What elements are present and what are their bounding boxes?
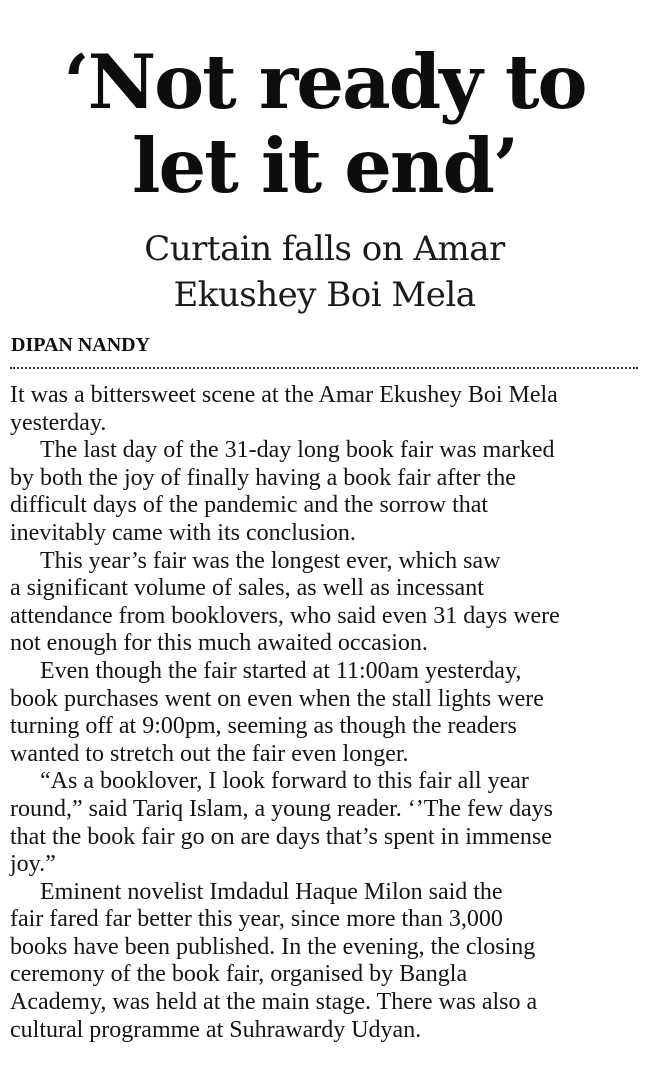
article-line: It was a bittersweet scene at the Amar Ekushey Boi Mela (10, 382, 558, 408)
byline: DIPAN NANDY (11, 334, 151, 356)
article-line: book purchases went on even when the stall lights were (10, 685, 544, 712)
article-line: joy.” (10, 851, 56, 878)
article-line: a significant volume of sales, as well as incessant (10, 575, 484, 602)
paragraph-first-line: This year’s fair was the longest ever, which saw (40, 547, 501, 574)
dotted-divider (10, 367, 638, 369)
article-line: wanted to stretch out the fair even longer. (10, 740, 409, 767)
article-line: that the book fair go on are days that’s spent in immense (10, 823, 552, 850)
article-body (10, 382, 640, 1044)
article-line: by both the joy of finally having a book fair after the (10, 464, 516, 491)
article-line: attendance from booklovers, who said even 31 days were (10, 602, 560, 629)
article-line: not enough for this much awaited occasion. (10, 630, 428, 657)
headline (0, 40, 649, 208)
article-line: books have been published. In the evening, the closing (10, 933, 536, 960)
article-line: cultural programme at Suhrawardy Udyan. (10, 1016, 422, 1043)
article-line: difficult days of the pandemic and the sorrow that (10, 492, 489, 519)
article-line: ceremony of the book fair, organised by Bangla (10, 961, 468, 988)
paragraph-first-line: Eminent novelist Imdadul Haque Milon said the (40, 878, 503, 905)
paragraph-first-line: Even though the fair started at 11:00am yesterday, (40, 657, 522, 684)
paragraph-first-line: The last day of the 31-day long book fair was marked (40, 437, 555, 464)
article-line: inevitably came with its conclusion. (10, 519, 356, 546)
subheadline (0, 226, 649, 318)
article-line: fair fared far better this year, since more than 3,000 (10, 906, 503, 933)
headline-line: let it end’ (131, 122, 517, 210)
headline-line: ‘Not ready to (63, 38, 586, 126)
article-line: yesterday. (10, 409, 107, 436)
article-line: round,” said Tariq Islam, a young reader. ‘’The few days (10, 795, 554, 822)
article-line: Academy, was held at the main stage. There was also a (10, 989, 538, 1016)
subheadline-line: Ekushey Boi Mela (173, 275, 476, 315)
subheadline-line: Curtain falls on Amar (144, 229, 505, 269)
article-line: turning off at 9:00pm, seeming as though the readers (10, 713, 517, 740)
paragraph-first-line: “As a booklover, I look forward to this fair all year (40, 768, 529, 795)
